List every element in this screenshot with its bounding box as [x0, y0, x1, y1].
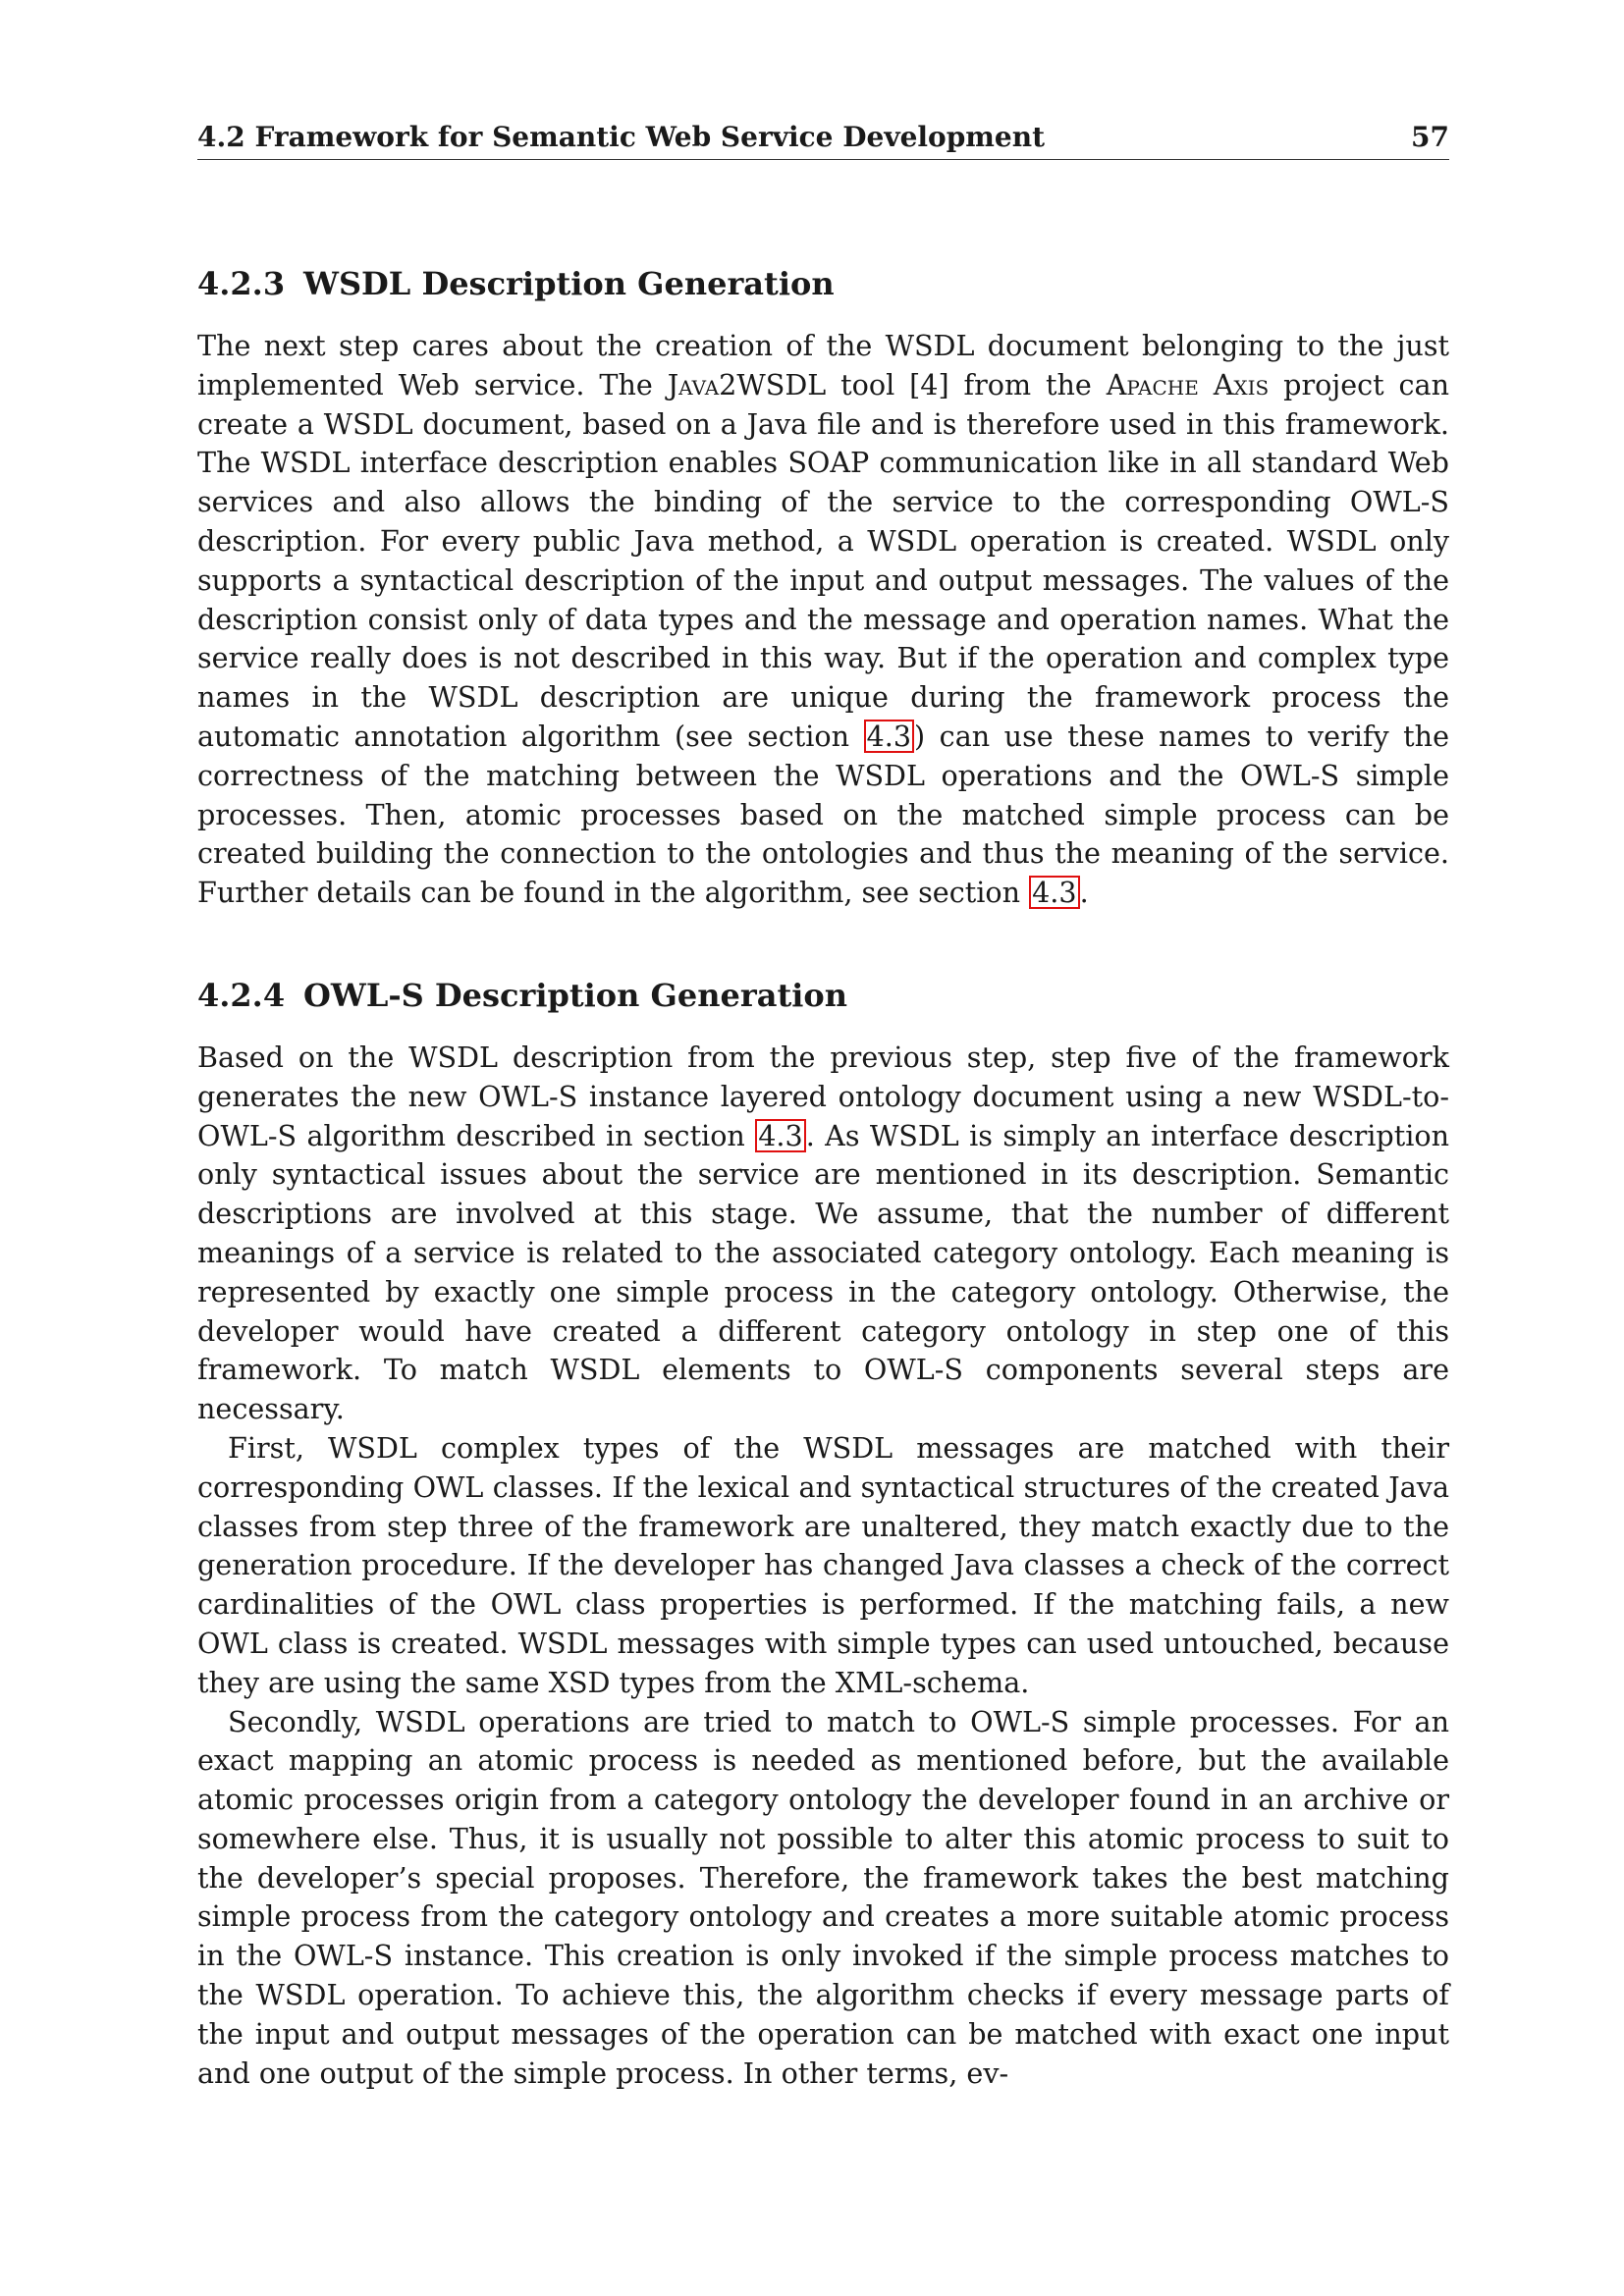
section-reference-link[interactable]: 4.3: [1029, 876, 1079, 909]
text-run: The next step cares about the creation of the WSDL document belonging to the just implemented Web service. The: [197, 329, 1449, 401]
text-run: . As WSDL is simply an interface description only syntactical issues about the service are mentioned in its description. Semantic descriptions are involved at this stage. We assume, that the number of different meanings of a service is related to the associated category ontology. Each meaning is represented by exactly one simple process in the category ontology. Otherwise, the developer would have created a different category ontology in step one of this framework. To match WSDL elements to OWL-S components several steps are necessary.: [197, 1118, 1449, 1426]
section-heading-4-2-3: [197, 264, 1449, 303]
text-run: Based on the WSDL description from the previous step, step five of the framework generates the new OWL-S instance layered ontology document using a new WSDL-to-OWL-S algorithm described in section: [197, 1040, 1449, 1152]
paragraph: [197, 327, 1449, 913]
text-run: tool [4] from the: [826, 367, 1107, 401]
page: [197, 120, 1449, 2093]
section-reference-link[interactable]: 4.3: [755, 1119, 805, 1152]
text-run: .: [1079, 876, 1089, 910]
section-heading-4-2-4: [197, 976, 1449, 1015]
running-header: [197, 120, 1449, 160]
section-reference-link[interactable]: 4.3: [864, 720, 914, 753]
section-number: 4.2.3: [197, 265, 286, 302]
section-title: WSDL Description Generation: [303, 265, 835, 302]
paragraph: First, WSDL complex types of the WSDL messages are matched with their corresponding OWL classes. If the lexical and syntactical structures of the created Java classes from step three of the framework are unaltered, they match exactly due to the generation procedure. If the developer has changed Java classes a check of the correct cardinalities of the OWL class properties is performed. If the matching fails, a new OWL class is created. WSDL messages with simple types can used untouched, because they are using the same XSD types from the XML-schema.: [197, 1430, 1449, 1699]
project-name: Apache Axis: [1106, 367, 1270, 401]
section-title: OWL-S Description Generation: [303, 976, 847, 1014]
tool-name: Java2WSDL: [667, 367, 827, 401]
paragraph: Secondly, WSDL operations are tried to match to OWL-S simple processes. For an exact mapping an atomic process is needed as mentioned before, but the available atomic processes origin from a category ontology the developer found in an archive or somewhere else. Thus, it is usually not possible to alter this atomic process to suit to the developer’s special proposes. Therefore, the framework takes the best matching simple process from the category ontology and creates a more suitable atomic process in the OWL-S instance. This creation is only invoked if the simple process matches to the WSDL operation. To achieve this, the algorithm checks if every message parts of the input and output messages of the operation can be matched with exact one input and one output of the simple process. In other terms, ev-: [197, 1704, 1449, 2090]
running-header-title: 4.2 Framework for Semantic Web Service Development: [197, 121, 1046, 153]
section-number: 4.2.4: [197, 976, 286, 1014]
paragraph: [197, 1039, 1449, 1429]
page-number: 57: [1411, 121, 1449, 153]
text-run: project can create a WSDL document, based on a Java file and is therefore used in this framework. The WSDL interface description enables SOAP communication like in all standard Web services and also allows the binding of the service to the corresponding OWL-S description. For every public Java method, a WSDL operation is created. WSDL only supports a syntactical description of the input and output messages. The values of the description consist only of data types and the message and operation names. What the service really does is not described in this way. But if the operation and complex type names in the WSDL description are unique during the framework process the automatic annotation algorithm (see section: [197, 367, 1450, 753]
text-run: ) can use these names to verify the correctness of the matching between the WSDL operations and the OWL-S simple processes. Then, atomic processes based on the matched simple process can be created building the connection to the ontologies and thus the meaning of the service. Further details can be found in the algorithm, see section: [197, 719, 1449, 910]
